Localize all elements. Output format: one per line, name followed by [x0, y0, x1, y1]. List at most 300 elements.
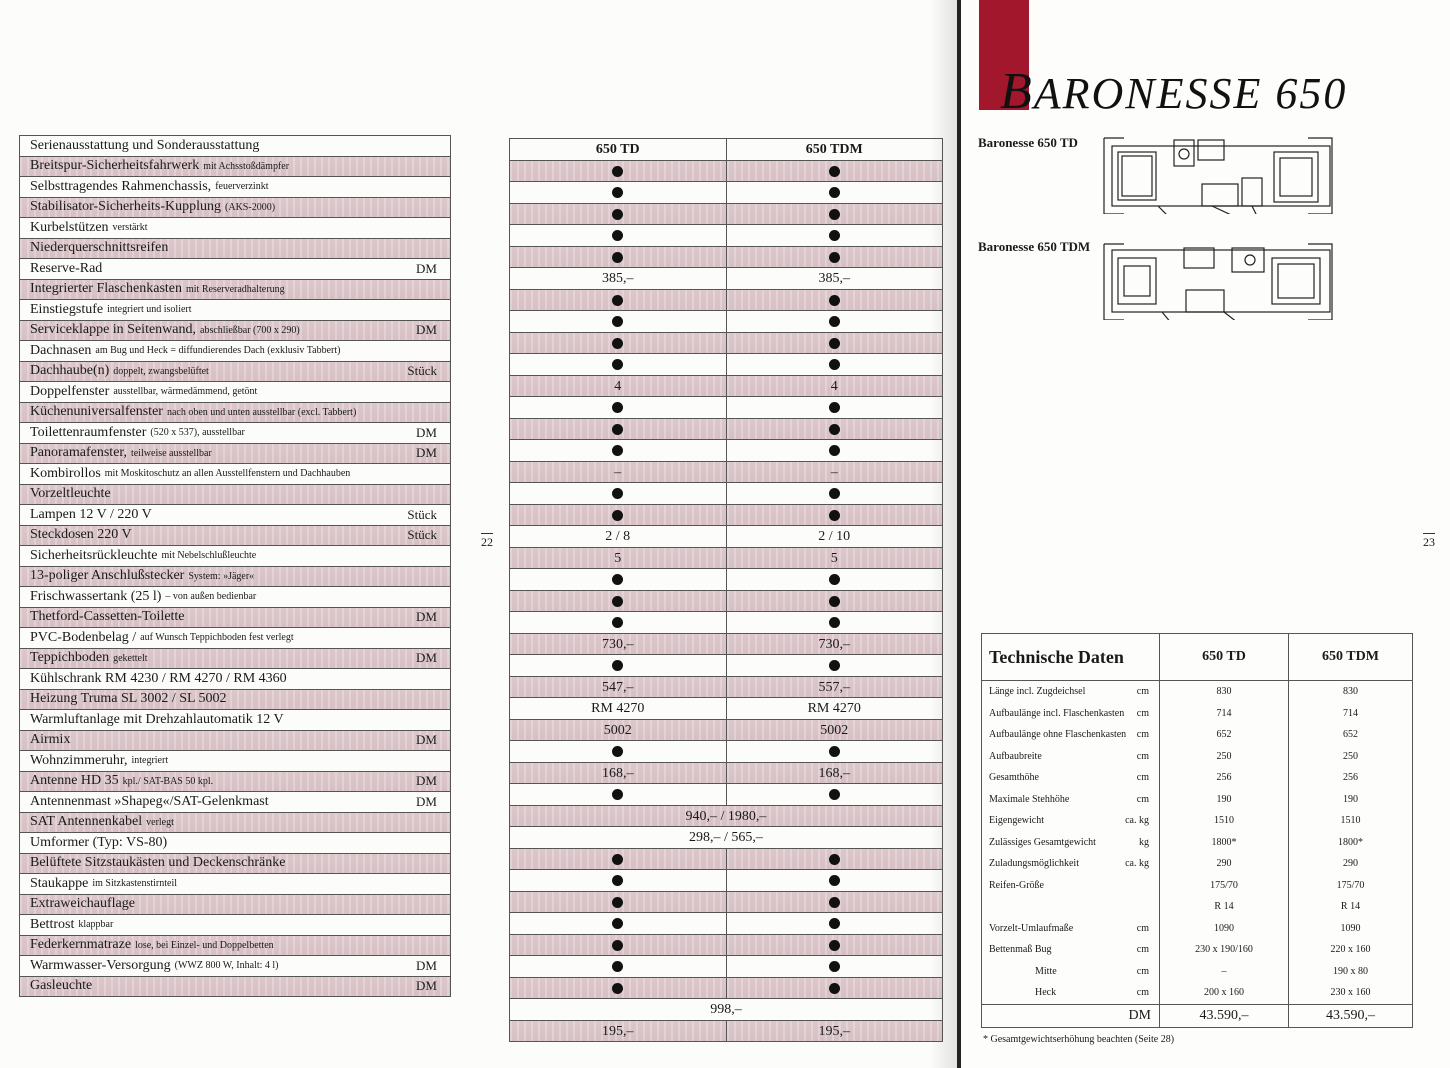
- tech-label: Eigengewicht: [989, 815, 1044, 827]
- plan-label-td: Baronesse 650 TD: [978, 135, 1078, 150]
- tech-label: Reifen-Größe: [989, 879, 1044, 891]
- included-dot-icon: [612, 230, 623, 241]
- tech-value-td: –: [1160, 961, 1289, 983]
- value-cell-tdm: [726, 290, 943, 311]
- value-cell-td: 385,–: [602, 271, 634, 286]
- tech-label-cell: [982, 875, 1160, 897]
- feature-unit: DM: [416, 978, 437, 994]
- tech-row: [982, 681, 1412, 703]
- feature-name: Einstiegstufe: [30, 301, 104, 317]
- value-row: [510, 440, 942, 462]
- tech-unit: cm: [1136, 965, 1149, 977]
- feature-row: [20, 526, 450, 547]
- included-dot-icon: [829, 574, 840, 585]
- tech-unit: cm: [1136, 922, 1149, 934]
- feature-row: [20, 136, 450, 157]
- feature-name: Warmwasser-Versorgung: [30, 957, 171, 973]
- included-dot-icon: [829, 746, 840, 757]
- value-cell-tdm: 168,–: [726, 763, 943, 784]
- feature-note: abschließbar (700 x 290): [200, 324, 300, 336]
- value-cell-td: 2 / 8: [605, 529, 631, 544]
- feature-name: Küchenuniversalfenster: [30, 404, 163, 420]
- value-row: [510, 290, 942, 312]
- value-row: [510, 655, 942, 677]
- feature-note: integriert: [131, 755, 169, 767]
- tech-label-cell: [982, 853, 1160, 875]
- value-cell-tdm: 557,–: [726, 677, 943, 698]
- included-dot-icon: [829, 596, 840, 607]
- tech-value-td: 190: [1160, 789, 1289, 811]
- tech-label-cell: [982, 789, 1160, 811]
- feature-row: [20, 731, 450, 752]
- tech-header-row: [982, 634, 1412, 681]
- feature-row: [20, 567, 450, 588]
- feature-row: [20, 649, 450, 670]
- feature-row: [20, 341, 450, 362]
- included-dot-icon: [612, 209, 623, 220]
- tech-row: [982, 896, 1412, 918]
- included-dot-icon: [829, 961, 840, 972]
- tech-value-tdm: 290: [1289, 853, 1413, 875]
- feature-name: Serienausstattung und Sonderausstattung: [30, 137, 260, 153]
- included-dot-icon: [612, 854, 623, 865]
- value-cell-td: [510, 247, 726, 268]
- feature-note: (520 x 537), ausstellbar: [150, 427, 245, 439]
- value-cell-td: [510, 784, 726, 805]
- tech-value-tdm: 1510: [1289, 810, 1413, 832]
- feature-name: Federkernmatraze: [30, 937, 132, 953]
- included-dot-icon: [612, 338, 623, 349]
- value-cell-td: 730,–: [602, 636, 634, 652]
- value-cell-tdm: [726, 935, 943, 956]
- value-row: [510, 483, 942, 505]
- value-row: [510, 913, 942, 935]
- tech-label: Gesamthöhe: [989, 772, 1039, 784]
- tech-label: Bettenmaß Bug: [989, 944, 1052, 956]
- tech-label: Zuladungsmöglichkeit: [989, 858, 1079, 870]
- feature-list: [19, 135, 451, 997]
- tech-row: [982, 853, 1412, 875]
- value-cell-td: [510, 182, 726, 203]
- feature-unit: DM: [416, 424, 437, 440]
- feature-note: gekettelt: [113, 652, 148, 664]
- value-cell-tdm: 4: [726, 376, 943, 397]
- value-row: [510, 569, 942, 591]
- tech-label: Aufbaubreite: [989, 750, 1042, 762]
- tech-label-cell: [982, 896, 1160, 918]
- tech-label-cell: [982, 767, 1160, 789]
- value-cell-td: 195,–: [602, 1023, 634, 1039]
- included-dot-icon: [612, 596, 623, 607]
- included-dot-icon: [829, 660, 840, 671]
- value-row: [510, 806, 942, 828]
- included-dot-icon: [829, 316, 840, 327]
- value-cell-span: 940,– / 1980,–: [685, 808, 767, 824]
- technical-data-table: [981, 633, 1413, 1028]
- feature-name: Niederquerschnittsreifen: [30, 240, 169, 256]
- tech-row: [982, 746, 1412, 768]
- page-number-left: 22: [481, 535, 493, 549]
- included-dot-icon: [829, 338, 840, 349]
- value-row: [510, 268, 942, 290]
- tech-value-tdm: 250: [1289, 746, 1413, 768]
- tech-row: [982, 939, 1412, 961]
- value-cell-tdm: [726, 612, 943, 633]
- value-cell-td: 4: [614, 378, 622, 394]
- tech-row: [982, 918, 1412, 940]
- tech-row: [982, 810, 1412, 832]
- tech-label-cell: [982, 961, 1160, 983]
- feature-row: [20, 587, 450, 608]
- tech-row: [982, 703, 1412, 725]
- feature-row: [20, 854, 450, 875]
- plan-label-tdm: Baronesse 650 TDM: [978, 239, 1091, 254]
- feature-row: [20, 751, 450, 772]
- included-dot-icon: [829, 359, 840, 370]
- feature-row: [20, 956, 450, 977]
- feature-note: mit Achsstoßdämpfer: [203, 160, 290, 172]
- value-cell-tdm: [726, 440, 943, 461]
- included-dot-icon: [612, 961, 623, 972]
- tech-row: [982, 832, 1412, 854]
- value-cell-tdm: 5002: [726, 720, 943, 741]
- value-row: [510, 462, 942, 484]
- included-dot-icon: [612, 789, 623, 800]
- value-row: [510, 956, 942, 978]
- value-cell-tdm: [726, 311, 943, 332]
- feature-row: [20, 505, 450, 526]
- value-row: [510, 978, 942, 1000]
- tech-value-td: 1800*: [1160, 832, 1289, 854]
- feature-row: [20, 772, 450, 793]
- feature-note: (WWZ 800 W, Inhalt: 4 l): [174, 960, 279, 972]
- value-row: [510, 311, 942, 333]
- feature-name: Sicherheitsrückleuchte: [30, 547, 158, 563]
- feature-row: [20, 198, 450, 219]
- feature-row: [20, 813, 450, 834]
- value-cell-tdm: [726, 978, 943, 999]
- value-cell-td: [510, 161, 726, 182]
- feature-row: [20, 423, 450, 444]
- tech-unit: cm: [1136, 750, 1149, 762]
- feature-name: Gasleuchte: [30, 978, 93, 994]
- value-cell-td: [510, 505, 726, 526]
- feature-row: [20, 177, 450, 198]
- feature-name: Kombirollos: [30, 465, 101, 481]
- tech-unit: kg: [1139, 836, 1149, 848]
- feature-name: Vorzeltleuchte: [30, 486, 111, 502]
- included-dot-icon: [612, 617, 623, 628]
- feature-name: Umformer (Typ: VS-80): [30, 834, 168, 850]
- included-dot-icon: [829, 488, 840, 499]
- value-cell-tdm: [726, 397, 943, 418]
- included-dot-icon: [612, 897, 623, 908]
- value-row: [510, 161, 942, 183]
- feature-row: [20, 321, 450, 342]
- value-table: [509, 138, 943, 1042]
- value-cell-tdm: [726, 182, 943, 203]
- value-row: [510, 526, 942, 548]
- feature-row: [20, 710, 450, 731]
- value-cell-tdm: [726, 741, 943, 762]
- included-dot-icon: [829, 187, 840, 198]
- feature-note: auf Wunsch Teppichboden fest verlegt: [140, 632, 294, 644]
- included-dot-icon: [829, 424, 840, 435]
- value-cell-tdm: [726, 419, 943, 440]
- included-dot-icon: [829, 166, 840, 177]
- feature-name: Teppichboden: [30, 650, 110, 666]
- feature-unit: Stück: [407, 527, 437, 543]
- value-cell-td: 168,–: [602, 765, 634, 781]
- tech-label-cell: [982, 982, 1160, 1004]
- feature-row: [20, 669, 450, 690]
- feature-row: [20, 157, 450, 178]
- value-row: [510, 677, 942, 699]
- value-cell-td: [510, 591, 726, 612]
- value-cell-tdm: [726, 870, 943, 891]
- value-cell-td: [510, 612, 726, 633]
- tech-unit: ca. kg: [1125, 858, 1149, 870]
- included-dot-icon: [612, 940, 623, 951]
- value-cell-tdm: [726, 892, 943, 913]
- feature-name: Bettrost: [30, 916, 75, 932]
- feature-row: [20, 833, 450, 854]
- included-dot-icon: [829, 402, 840, 413]
- tech-label-cell: [982, 810, 1160, 832]
- feature-row: [20, 259, 450, 280]
- value-row: [510, 935, 942, 957]
- tech-value-td: R 14: [1160, 896, 1289, 918]
- value-row: [510, 634, 942, 656]
- value-row: [510, 548, 942, 570]
- feature-row: [20, 382, 450, 403]
- tech-label-cell: [982, 832, 1160, 854]
- tech-header-650tdm: 650 TDM: [1289, 634, 1413, 681]
- included-dot-icon: [829, 445, 840, 456]
- included-dot-icon: [612, 660, 623, 671]
- feature-row: [20, 874, 450, 895]
- feature-name: Steckdosen 220 V: [30, 527, 132, 543]
- feature-note: mit Reserveradhalterung: [186, 283, 285, 295]
- value-row: [510, 870, 942, 892]
- feature-name: Extraweichauflage: [30, 896, 135, 912]
- feature-note: System: »Jäger«: [188, 570, 255, 582]
- tech-unit: cm: [1136, 772, 1149, 784]
- value-row: [510, 397, 942, 419]
- tech-value-td: 175/70: [1160, 875, 1289, 897]
- tech-unit: cm: [1136, 686, 1149, 698]
- value-row: [510, 505, 942, 527]
- included-dot-icon: [829, 617, 840, 628]
- tech-value-td: 200 x 160: [1160, 982, 1289, 1004]
- value-cell-tdm: 5: [726, 548, 943, 569]
- feature-note: mit Nebelschlußleuchte: [161, 550, 257, 562]
- value-row: [510, 376, 942, 398]
- included-dot-icon: [612, 295, 623, 306]
- value-row: [510, 204, 942, 226]
- included-dot-icon: [612, 746, 623, 757]
- feature-name: PVC-Bodenbelag /: [30, 629, 137, 645]
- tech-label: Heck: [1035, 987, 1057, 999]
- tech-unit: cm: [1136, 729, 1149, 741]
- value-cell-tdm: [726, 161, 943, 182]
- value-cell-tdm: 730,–: [726, 634, 943, 655]
- value-cell-tdm: [726, 483, 943, 504]
- value-cell-td: [510, 913, 726, 934]
- feature-note: doppelt, zwangsbelüftet: [113, 365, 209, 377]
- feature-name: 13-poliger Anschlußstecker: [30, 568, 185, 584]
- tech-label-cell: [982, 746, 1160, 768]
- feature-note: kpl./ SAT-BAS 50 kpl.: [122, 775, 214, 787]
- value-cell-tdm: [726, 784, 943, 805]
- feature-row: [20, 628, 450, 649]
- feature-row: [20, 977, 450, 998]
- value-cell-td: [510, 655, 726, 676]
- included-dot-icon: [612, 402, 623, 413]
- value-row: [510, 741, 942, 763]
- feature-unit: Stück: [407, 363, 437, 379]
- price-unit: DM: [982, 1004, 1160, 1027]
- tech-value-tdm: 175/70: [1289, 875, 1413, 897]
- included-dot-icon: [829, 209, 840, 220]
- value-row: [510, 182, 942, 204]
- value-cell-tdm: 195,–: [726, 1021, 943, 1042]
- included-dot-icon: [612, 252, 623, 263]
- value-cell-td: [510, 354, 726, 375]
- tech-label: Maximale Stehhöhe: [989, 793, 1070, 805]
- feature-note: feuerverzinkt: [215, 181, 269, 193]
- included-dot-icon: [612, 574, 623, 585]
- included-dot-icon: [612, 187, 623, 198]
- tech-unit: cm: [1136, 944, 1149, 956]
- feature-row: [20, 239, 450, 260]
- feature-note: im Sitzkastenstirnteil: [92, 878, 178, 890]
- value-row: [510, 591, 942, 613]
- tech-value-tdm: 190 x 80: [1289, 961, 1413, 983]
- feature-name: Dachnasen: [30, 342, 92, 358]
- tech-value-td: 250: [1160, 746, 1289, 768]
- feature-unit: DM: [416, 445, 437, 461]
- value-row: [510, 827, 942, 849]
- feature-name: Panoramafenster,: [30, 445, 128, 461]
- value-row: [510, 999, 942, 1021]
- value-row: [510, 720, 942, 742]
- value-cell-td: 5: [614, 550, 622, 566]
- tech-unit: cm: [1136, 987, 1149, 999]
- feature-name: Serviceklappe in Seitenwand,: [30, 322, 197, 338]
- feature-row: [20, 608, 450, 629]
- feature-note: am Bug und Heck = diffundierendes Dach (exklusiv Tabbert): [95, 345, 341, 357]
- tech-value-td: 714: [1160, 703, 1289, 725]
- value-row: [510, 354, 942, 376]
- tech-value-tdm: 230 x 160: [1289, 982, 1413, 1004]
- tech-label: Vorzelt-Umlaufmaße: [989, 922, 1074, 934]
- included-dot-icon: [612, 166, 623, 177]
- value-cell-td: [510, 978, 726, 999]
- included-dot-icon: [612, 875, 623, 886]
- feature-note: teilweise ausstellbar: [131, 447, 212, 459]
- tech-label-cell: [982, 703, 1160, 725]
- feature-unit: DM: [416, 773, 437, 789]
- tech-value-td: 652: [1160, 724, 1289, 746]
- feature-name: Integrierter Flaschenkasten: [30, 281, 182, 297]
- included-dot-icon: [612, 983, 623, 994]
- feature-note: klappbar: [78, 919, 114, 931]
- value-cell-tdm: [726, 591, 943, 612]
- value-row: [510, 763, 942, 785]
- value-cell-td: [510, 569, 726, 590]
- tech-value-tdm: 1800*: [1289, 832, 1413, 854]
- tech-value-td: 830: [1160, 681, 1289, 703]
- tech-unit: cm: [1136, 707, 1149, 719]
- value-cell-tdm: [726, 333, 943, 354]
- feature-row: [20, 936, 450, 957]
- included-dot-icon: [612, 488, 623, 499]
- value-cell-tdm: [726, 849, 943, 870]
- feature-name: Staukappe: [30, 875, 89, 891]
- feature-name: Reserve-Rad: [30, 260, 103, 276]
- tech-header-650td: 650 TD: [1160, 634, 1289, 681]
- value-cell-td: [510, 849, 726, 870]
- feature-unit: DM: [416, 957, 437, 973]
- included-dot-icon: [829, 230, 840, 241]
- tech-row: [982, 724, 1412, 746]
- feature-row: [20, 792, 450, 813]
- feature-unit: DM: [416, 732, 437, 748]
- header-650tdm: 650 TDM: [726, 139, 943, 160]
- value-row: [510, 1021, 942, 1043]
- value-row: [510, 849, 942, 871]
- feature-name: Antennenmast »Shapeg«/SAT-Gelenkmast: [30, 793, 269, 809]
- included-dot-icon: [829, 940, 840, 951]
- feature-note: nach oben und unten ausstellbar (excl. Tabbert): [166, 406, 357, 418]
- feature-unit: DM: [416, 650, 437, 666]
- value-cell-td: [510, 892, 726, 913]
- feature-row: [20, 280, 450, 301]
- tech-label: Aufbaulänge ohne Flaschenkasten: [989, 729, 1127, 741]
- value-cell-td: [510, 870, 726, 891]
- feature-note: (AKS-2000): [225, 201, 276, 213]
- value-cell-tdm: 385,–: [726, 268, 943, 289]
- feature-note: integriert und isoliert: [107, 304, 192, 316]
- included-dot-icon: [612, 424, 623, 435]
- tech-row: [982, 767, 1412, 789]
- feature-name: Thetford-Cassetten-Toilette: [30, 609, 185, 625]
- tech-row: [982, 789, 1412, 811]
- feature-name: Toilettenraumfenster: [30, 424, 147, 440]
- value-cell-tdm: –: [726, 462, 943, 483]
- footnote: * Gesamtgewichtserhöhung beachten (Seite 28): [983, 1034, 1175, 1045]
- feature-name: Stabilisator-Sicherheits-Kupplung: [30, 199, 222, 215]
- feature-name: Doppelfenster: [30, 383, 110, 399]
- value-cell-td: [510, 935, 726, 956]
- feature-unit: DM: [416, 793, 437, 809]
- included-dot-icon: [829, 875, 840, 886]
- value-cell-td: [510, 956, 726, 977]
- included-dot-icon: [612, 918, 623, 929]
- included-dot-icon: [612, 359, 623, 370]
- tech-value-tdm: 714: [1289, 703, 1413, 725]
- price-value-tdm: 43.590,–: [1289, 1004, 1413, 1027]
- included-dot-icon: [829, 789, 840, 800]
- feature-name: Lampen 12 V / 220 V: [30, 506, 152, 522]
- tech-label-cell: [982, 681, 1160, 703]
- feature-name: Heizung Truma SL 3002 / SL 5002: [30, 691, 227, 707]
- feature-row: [20, 464, 450, 485]
- feature-name: Wohnzimmeruhr,: [30, 752, 128, 768]
- feature-note: ausstellbar, wärmedämmend, getönt: [113, 386, 258, 398]
- tech-value-tdm: 220 x 160: [1289, 939, 1413, 961]
